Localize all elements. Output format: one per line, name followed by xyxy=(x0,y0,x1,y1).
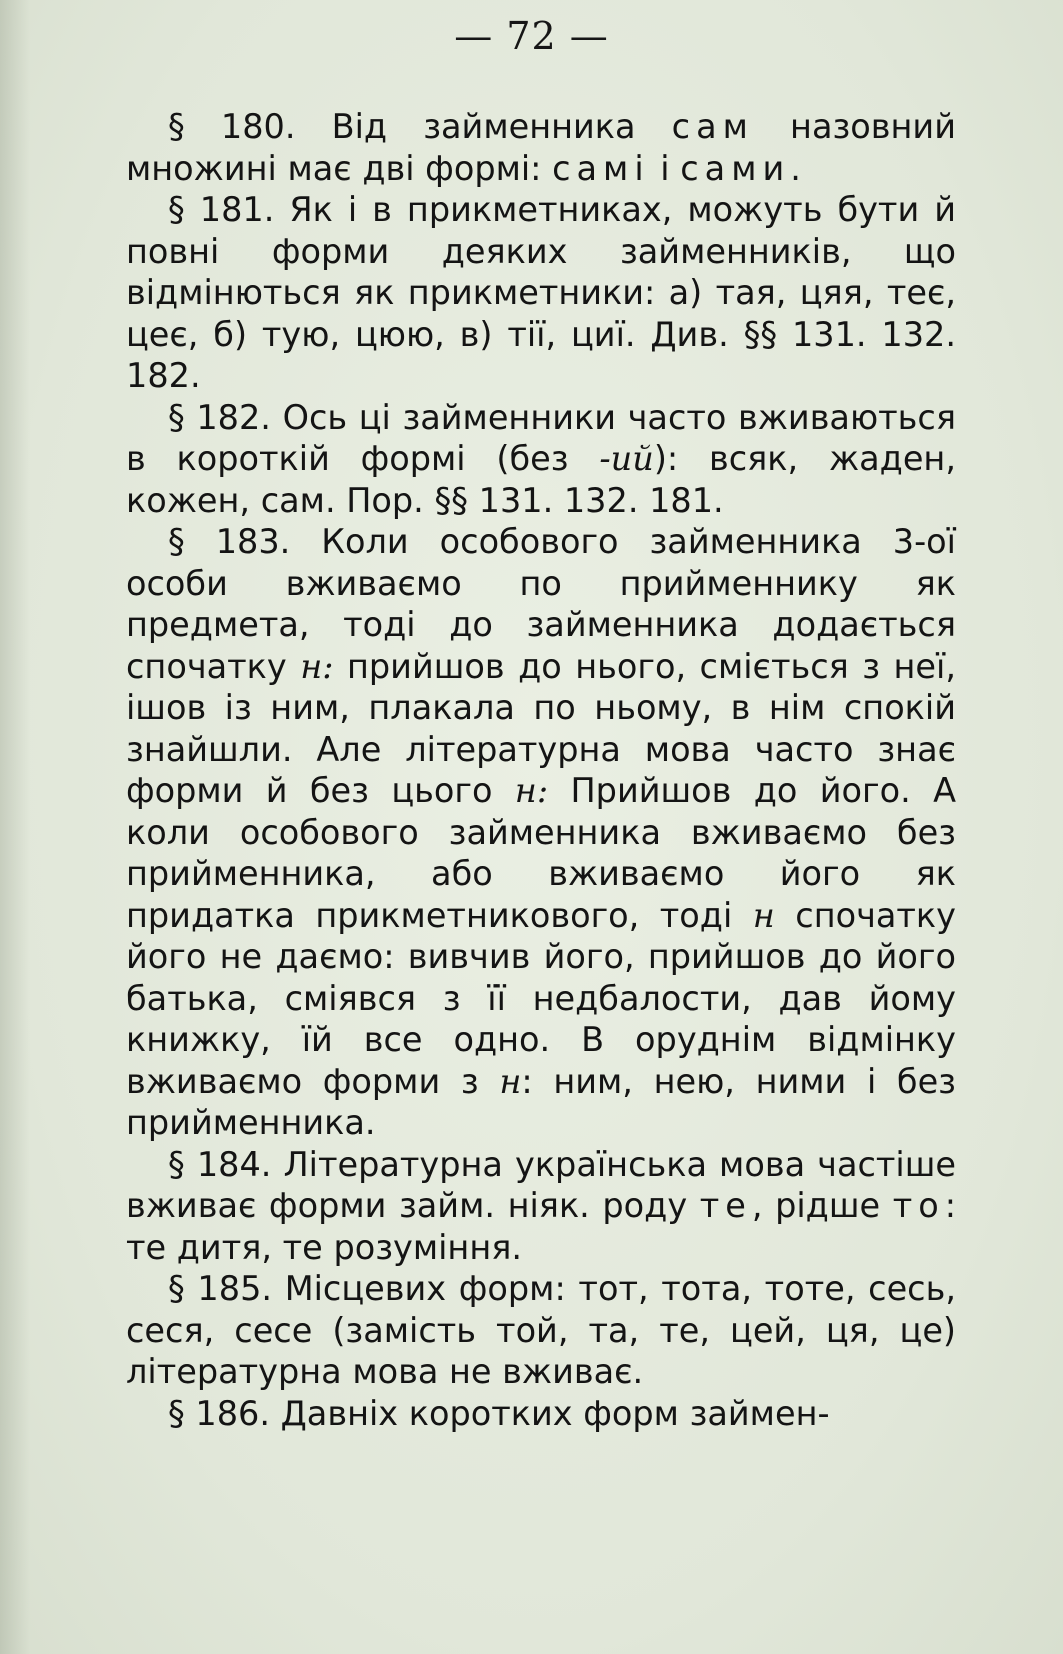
text-run: Прийшов до його. А коли особового займенника вживаємо без прийменника, або вживаємо його як придатка прикметникового, тоді xyxy=(126,771,956,935)
section-182 xyxy=(126,397,956,522)
section-185 xyxy=(126,1268,956,1393)
text-run: § 183. Коли особового займенника 3-ої особи вживаємо по прийменнику як предмета, тоді до займенника додається спочатку xyxy=(126,522,956,686)
text-run: § 184. Літературна українська мова частіше вживає форми займ. ніяк. роду xyxy=(126,1144,956,1225)
text-run: : ним, нею, ними і без прийменника. xyxy=(126,1061,956,1142)
italic-letter: н: xyxy=(300,646,334,686)
page-text xyxy=(126,106,956,1434)
text-run: прийшов до нього, сміється з неї, ішов із ним, плакала по ньому, в нім спокій знайшли. Але літературна мова часто знає форми й без цього xyxy=(126,646,956,810)
text-run: § 182. Ось ці займенники часто вживаються в короткій формі (без xyxy=(126,397,956,478)
spaced-word: сам xyxy=(671,107,754,146)
section-186 xyxy=(126,1393,956,1435)
text-run: ): всяк, жаден, кожен, сам. Пор. §§ 131. 132. 181. xyxy=(126,439,956,520)
italic-letter: н xyxy=(752,895,775,935)
spaced-word: те xyxy=(699,1186,752,1225)
text-run: назовний множині має дві формі: xyxy=(126,107,956,188)
text-run: § 185. Місцевих форм: тот, тота, тоте, сесь, сеся, сесе (замість той, та, те, цей, ця, це) літературна мова не вживає. xyxy=(126,1269,956,1391)
italic-letter: -ий xyxy=(599,439,654,478)
spaced-word: самі xyxy=(552,148,650,188)
italic-letter: н: xyxy=(514,771,549,810)
spaced-word: сами xyxy=(680,148,791,188)
text-run: : те дитя, те розуміння. xyxy=(126,1186,956,1267)
page-edge-shadow xyxy=(0,0,30,1654)
spaced-word: то xyxy=(892,1186,945,1225)
section-181 xyxy=(126,189,956,397)
text-run: . xyxy=(790,148,801,188)
text-run: § 180. Від займенника xyxy=(168,107,672,146)
text-run: і xyxy=(649,148,681,188)
italic-letter: н xyxy=(499,1061,522,1101)
section-180 xyxy=(126,106,956,189)
text-run: , рідше xyxy=(751,1186,893,1225)
section-183 xyxy=(126,521,956,1144)
text-run: спочатку його не даємо: вивчив його, прийшов до його батька, сміявся з її недбалости, дав йому книжку, їй все одно. В оруднім відмінку вживаємо форми з xyxy=(126,895,956,1101)
section-184 xyxy=(126,1144,956,1269)
text-run: § 181. Як і в прикметниках, можуть бути й повні форми деяких займенників, що відмінються як прикметники: а) тая, цяя, теє, цеє, б) тую, цюю, в) тії, циї. Див. §§ 131. 132. 182. xyxy=(126,190,956,395)
text-run: § 186. Давніх коротких форм займен- xyxy=(168,1393,830,1433)
page-number: — 72 — xyxy=(454,14,609,58)
